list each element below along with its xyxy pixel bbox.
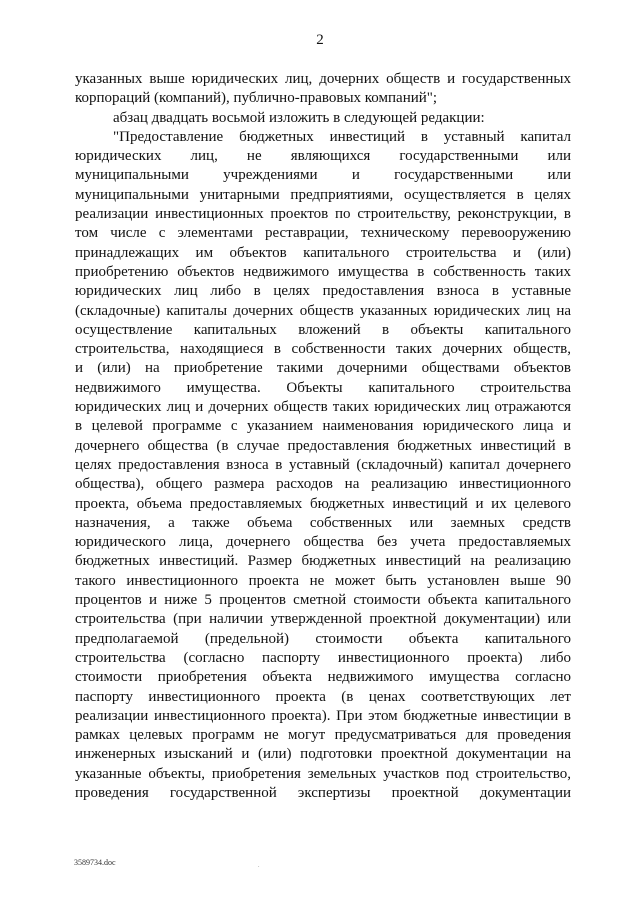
text-line: "Предоставление бюджетных инвестиций в уставный капитал <box>113 128 571 145</box>
text-line: проведения государственной экспертизы проектной документации <box>75 784 571 801</box>
text-line: (складочные) капиталы дочерних обществ указанных юридических лиц на <box>75 302 571 319</box>
text-line: стоимости приобретения объекта недвижимого имущества согласно <box>75 669 571 686</box>
text-line: реализации инвестиционного проекта). При этом бюджетные инвестиции в <box>75 707 571 724</box>
text-line: строительства (при наличии утвержденной проектной документации) или <box>75 611 571 628</box>
text-line: рамках целевых программ не могут предусматриваться для проведения <box>75 727 571 744</box>
text-line: указанных выше юридических лиц, дочерних обществ и государственных <box>75 71 571 87</box>
text-line: общества), общего размера расходов на реализацию инвестиционного <box>75 476 571 493</box>
text-line: инженерных изысканий и (или) подготовки проектной документации на <box>75 746 571 763</box>
text-line: недвижимого имущества. Объекты капитального строительства <box>75 379 571 396</box>
text-line: осуществление капитальных вложений в объекты капитального <box>75 321 571 338</box>
text-line: предполагаемой (предельной) стоимости объекта капитального <box>75 630 571 647</box>
text-line: процентов и ниже 5 процентов сметной стоимости объекта капитального <box>75 592 571 609</box>
text-line: паспорту инвестиционного проекта (в ценах соответствующих лет <box>75 688 571 705</box>
text-line: юридических лиц и дочерних обществ таких юридических лиц отражаются <box>75 399 571 416</box>
text-line: том числе с элементами реставрации, техническому перевооружению <box>75 225 571 242</box>
text-line: бюджетных инвестиций. Размер бюджетных инвестиций на реализацию <box>75 553 571 570</box>
text-line: строительства (согласно паспорту инвестиционного проекта) либо <box>75 649 571 666</box>
page-number: 2 <box>316 32 324 48</box>
text-line: в целевой программе с указанием наименования юридического лица и <box>75 418 571 435</box>
text-line: абзац двадцать восьмой изложить в следующей редакции: <box>113 109 485 126</box>
text-line: приобретению объектов недвижимого имущества в собственность таких <box>75 263 571 280</box>
text-line: такого инвестиционного проекта не может быть установлен выше 90 <box>75 572 571 589</box>
document-body <box>75 70 571 803</box>
text-line: принадлежащих им объектов капитального строительства и (или) <box>75 244 571 261</box>
text-line: реализации инвестиционных проектов по строительству, реконструкции, в <box>75 206 571 223</box>
text-line: назначения, а также объема собственных или заемных средств <box>75 514 571 531</box>
text-line: муниципальными учреждениями и государственными или <box>75 167 571 184</box>
text-line: юридических лиц либо в целях предоставления взноса в уставные <box>75 283 571 300</box>
text-line: указанные объекты, приобретения земельных участков под строительство, <box>75 765 571 782</box>
text-line: целях предоставления взноса в уставный (складочный) капитал дочернего <box>75 456 571 473</box>
text-line: муниципальными унитарными предприятиями, осуществляется в целях <box>75 186 571 203</box>
text-line: юридических лиц, не являющихся государственными или <box>75 148 571 165</box>
text-line: юридического лица, дочернего общества без учета предоставляемых <box>75 534 571 551</box>
footer-filename: 3589734.doc <box>74 858 116 867</box>
text-line: и (или) на приобретение такими дочерними обществами объектов <box>75 360 571 377</box>
text-line: корпораций (компаний), публично-правовых компаний"; <box>75 90 438 107</box>
text-line: строительства, находящиеся в собственности таких дочерних обществ, <box>75 341 571 358</box>
text-line: проекта, объема предоставляемых бюджетных инвестиций и их целевого <box>75 495 571 512</box>
text-line: дочернего общества (в случае предоставления бюджетных инвестиций в <box>75 437 571 454</box>
footer-mark: . <box>258 863 260 869</box>
